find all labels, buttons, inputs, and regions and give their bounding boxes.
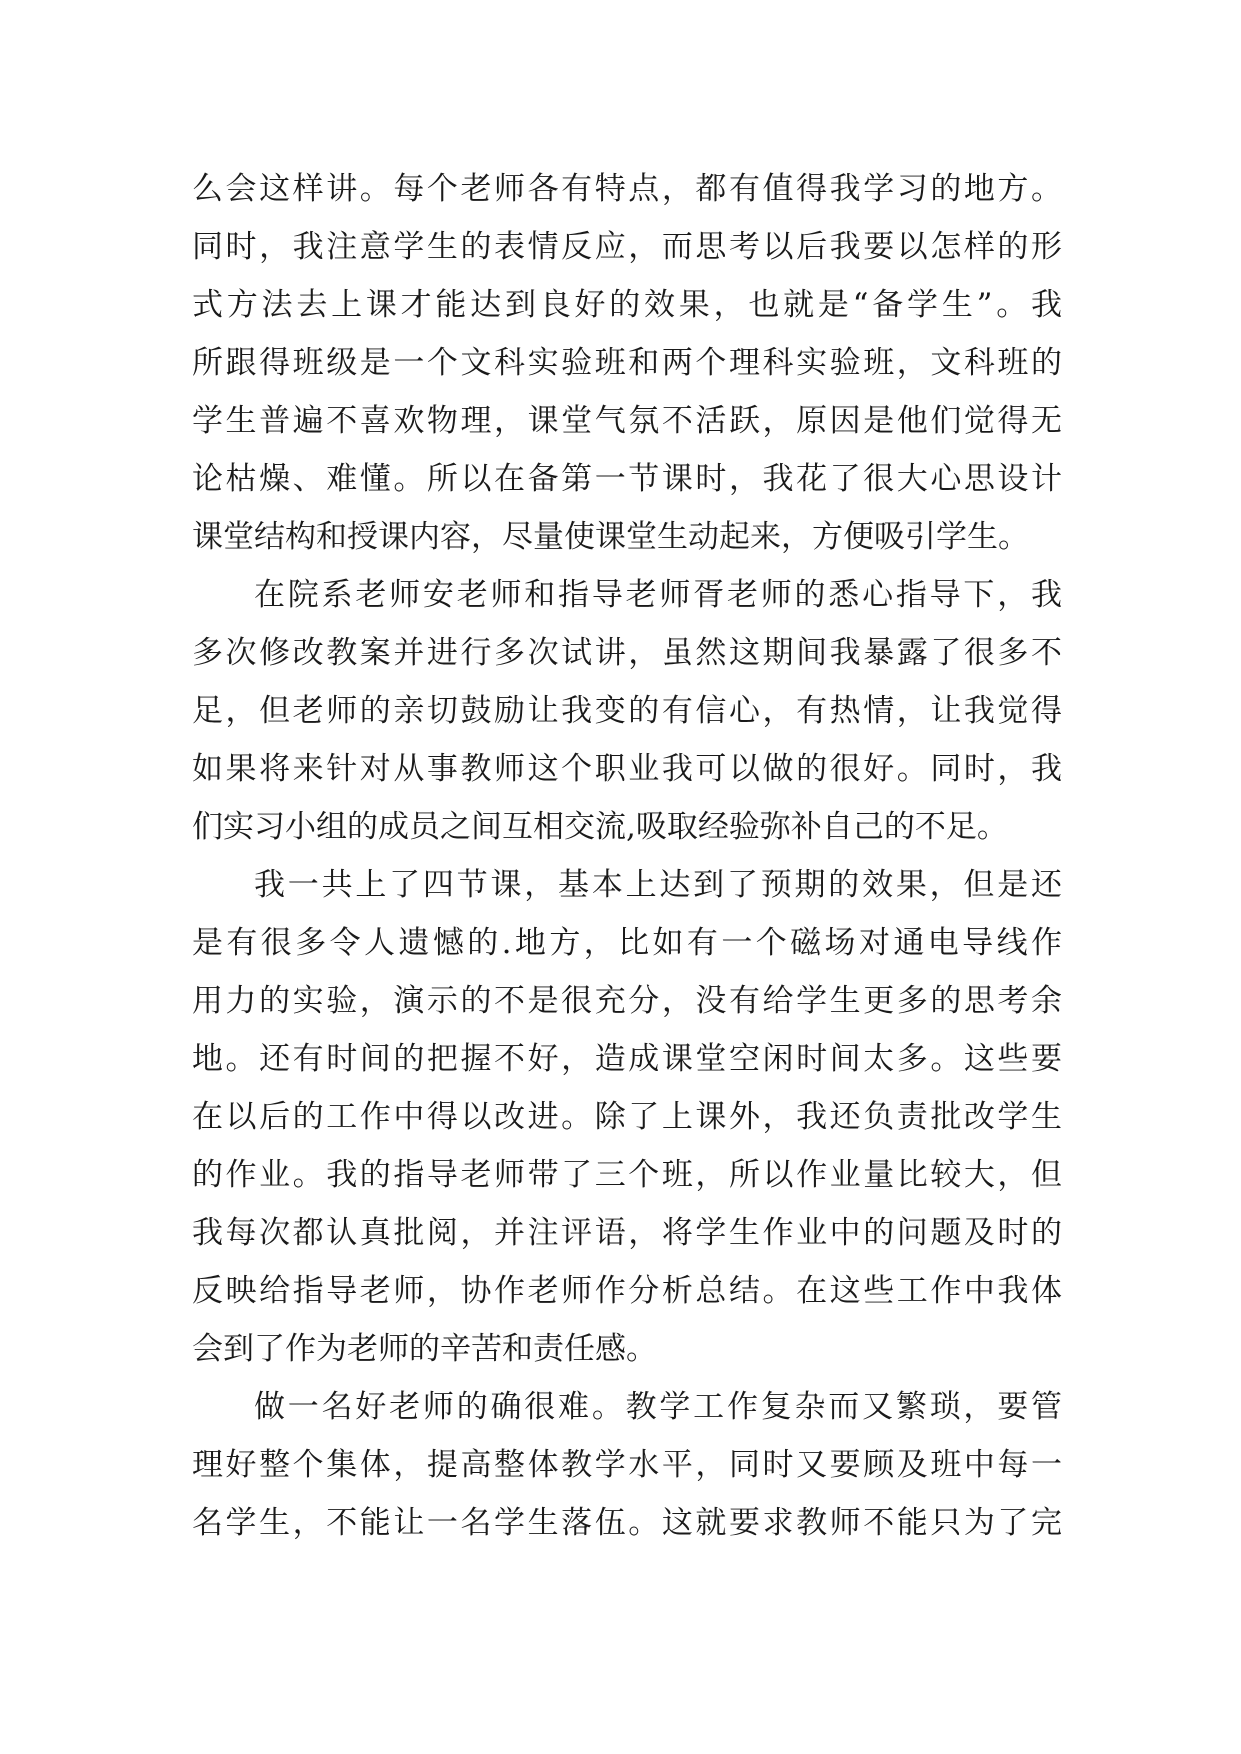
text-line: 同时，我注意学生的表情反应，而思考以后我要以怎样的形 — [192, 229, 1062, 265]
text-line: 地。还有时间的把握不好，造成课堂空闲时间太多。这些要 — [192, 1041, 1062, 1077]
text-line: 们实习小组的成员之间互相交流,吸取经验弥补自己的不足。 — [192, 809, 1008, 845]
text-line: 理好整个集体，提高整体教学水平，同时又要顾及班中每一 — [192, 1447, 1062, 1483]
text-line: 用力的实验，演示的不是很充分，没有给学生更多的思考余 — [192, 983, 1062, 1019]
text-line: 如果将来针对从事教师这个职业我可以做的很好。同时，我 — [192, 751, 1062, 787]
text-line: 的作业。我的指导老师带了三个班，所以作业量比较大，但 — [192, 1157, 1062, 1193]
text-line: 所跟得班级是一个文科实验班和两个理科实验班，文科班的 — [192, 345, 1062, 381]
text-line: 在以后的工作中得以改进。除了上课外，我还负责批改学生 — [192, 1099, 1062, 1135]
body-text — [192, 160, 1062, 1552]
text-line: 论枯燥、难懂。所以在备第一节课时，我花了很大心思设计 — [192, 461, 1062, 497]
text-line: 课堂结构和授课内容，尽量使课堂生动起来，方便吸引学生。 — [192, 519, 1029, 555]
paragraph-first-line: 在院系老师安老师和指导老师胥老师的悉心指导下，我 — [254, 577, 1062, 613]
text-line: 足，但老师的亲切鼓励让我变的有信心，有热情，让我觉得 — [192, 693, 1062, 729]
text-line: 么会这样讲。每个老师各有特点，都有值得我学习的地方。 — [192, 171, 1062, 207]
text-line: 会到了作为老师的辛苦和责任感。 — [192, 1331, 657, 1367]
text-line: 名学生，不能让一名学生落伍。这就要求教师不能只为了完 — [192, 1505, 1062, 1541]
text-line: 多次修改教案并进行多次试讲，虽然这期间我暴露了很多不 — [192, 635, 1062, 671]
paragraph-first-line: 我一共上了四节课，基本上达到了预期的效果，但是还 — [254, 867, 1062, 903]
text-line: 学生普遍不喜欢物理，课堂气氛不活跃，原因是他们觉得无 — [192, 403, 1062, 439]
text-line: 反映给指导老师，协作老师作分析总结。在这些工作中我体 — [192, 1273, 1062, 1309]
text-line: 是有很多令人遗憾的.地方，比如有一个磁场对通电导线作 — [192, 925, 1062, 961]
paragraph-first-line: 做一名好老师的确很难。教学工作复杂而又繁琐，要管 — [254, 1389, 1062, 1425]
text-line: 式方法去上课才能达到良好的效果，也就是“备学生”。我 — [192, 287, 1062, 323]
text-line: 我每次都认真批阅，并注评语，将学生作业中的问题及时的 — [192, 1215, 1062, 1251]
